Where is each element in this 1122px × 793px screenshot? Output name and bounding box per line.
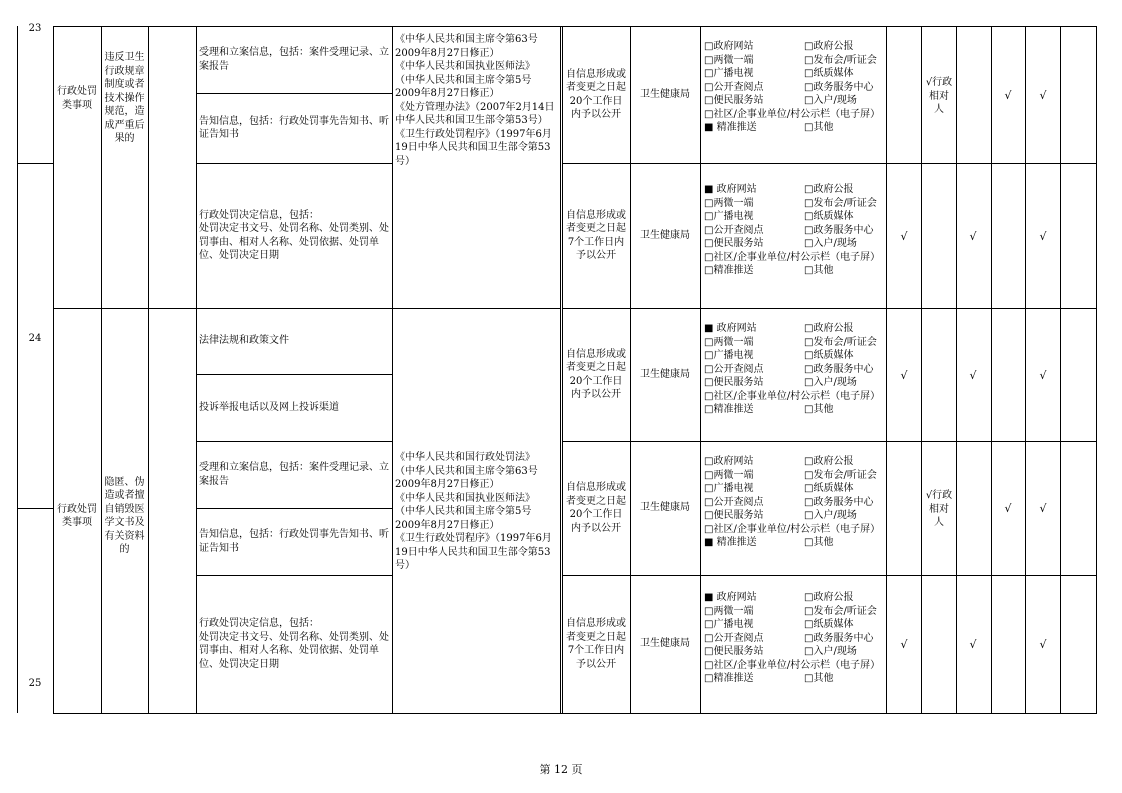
scope-party-cell: √行政相对人	[925, 77, 953, 115]
channel-option: □纸质媒体	[804, 483, 854, 494]
row-number: 25	[28, 678, 42, 689]
subject-cell: 卫生健康局	[640, 368, 690, 380]
row-border	[53, 308, 196, 309]
row-number: 24	[28, 333, 42, 344]
channel-option: □两微一端	[704, 336, 754, 348]
legal-basis-cell: 《中华人民共和国主席令第63号 2009年8月27日修正） 《中华人民共和国执业医师法》 （中华人民共和国主席令第5号 2009年8月27日修正） 《处方管理办法》（2007年2月14日中华人民共和国卫生部令第53号） 《卫生行政处罚程序》（1997年6月19日中华人民共和国卫生部令第53号）	[395, 34, 555, 167]
channel-option: □便民服务站	[704, 646, 764, 657]
col-border	[1025, 26, 1026, 713]
channel-option: □公开查阅点	[704, 81, 764, 93]
channel-option: □政务服务中心	[804, 496, 874, 508]
channel-option: □政府公报	[804, 41, 854, 52]
channel-option: □广播电视	[704, 350, 754, 361]
channel-option: □纸质媒体	[804, 68, 854, 79]
channel-option: □其他	[804, 673, 834, 684]
channel-option: □入户/现场	[804, 510, 857, 521]
channel-option: □社区/企事业单位/村公示栏（电子屏）	[704, 523, 881, 535]
channel-option: □纸质媒体	[804, 619, 854, 630]
col-border	[560, 26, 561, 713]
channel-option: □发布会/听证会	[804, 197, 877, 209]
channel-option: □社区/企事业单位/村公示栏（电子屏）	[704, 659, 881, 671]
channel-option: □两微一端	[704, 54, 754, 66]
channel-option: ■ 精准推送	[704, 122, 757, 133]
legal-basis-cell: 《中华人民共和国行政处罚法》 （中华人民共和国主席令第63号 2009年8月27日修正） 《中华人民共和国执业医师法》 （中华人民共和国主席令第5号 2009年8月27日修正） 《卫生行政处罚程序》（1997年6月19日中华人民共和国卫生部令第53号）	[395, 452, 552, 571]
content-cell: 法律法规和政策文件	[199, 335, 289, 347]
row-border	[17, 508, 53, 509]
content-cell: 投诉举报电话以及网上投诉渠道	[199, 401, 339, 413]
channels-block	[704, 183, 884, 278]
row-number: 23	[28, 23, 42, 34]
col-border	[700, 26, 701, 713]
channel-option: □入户/现场	[804, 646, 857, 657]
col-border	[991, 26, 992, 713]
category-cell: 行政处罚类事项	[57, 503, 97, 528]
channel-option: □入户/现场	[804, 238, 857, 249]
time-limit-cell: 自信息形成或者变更之日起7个工作日内予以公开	[566, 618, 626, 670]
channel-option: □广播电视	[704, 619, 754, 630]
row-border	[392, 308, 560, 309]
channel-option: ■ 政府网站	[704, 184, 757, 195]
channel-option: □政府公报	[804, 456, 854, 467]
channel-option: □便民服务站	[704, 377, 764, 388]
channel-option: □精准推送	[704, 265, 754, 276]
content-cell: 受理和立案信息，包括：案件受理记录、立案报告	[199, 47, 389, 72]
channels-block	[704, 40, 884, 135]
channel-option: □其他	[804, 537, 834, 548]
content-cell: 行政处罚决定信息，包括： 处罚决定书文号、处罚名称、处罚类别、处罚事由、相对人名称、处罚依据、处罚单位、处罚决定日期	[199, 618, 389, 670]
check-mark: √	[1039, 502, 1047, 515]
channel-option: □发布会/听证会	[804, 54, 877, 66]
channel-option: □其他	[804, 122, 834, 133]
subject-cell: 卫生健康局	[640, 502, 690, 514]
channel-option: □社区/企事业单位/村公示栏（电子屏）	[704, 251, 881, 263]
check-mark: √	[969, 230, 977, 243]
content-cell: 告知信息，包括：行政处罚事先告知书、听证告知书	[199, 529, 389, 554]
time-limit-cell: 自信息形成或者变更之日起20个工作日内予以公开	[566, 68, 626, 120]
subject-cell: 卫生健康局	[640, 229, 690, 241]
channel-option: ■ 精准推送	[704, 537, 757, 548]
channel-option: □广播电视	[704, 483, 754, 494]
channel-option: □社区/企事业单位/村公示栏（电子屏）	[704, 390, 881, 402]
table-left-border	[17, 26, 18, 713]
channel-option: □其他	[804, 265, 834, 276]
channel-option: □政府公报	[804, 323, 854, 334]
channel-option: □政务服务中心	[804, 632, 874, 644]
channel-option: □便民服务站	[704, 95, 764, 106]
row-border	[17, 163, 53, 164]
channel-option: □广播电视	[704, 68, 754, 79]
table-bottom-border	[53, 713, 1097, 714]
col-border	[1060, 26, 1061, 713]
time-limit-cell: 自信息形成或者变更之日起20个工作日内予以公开	[566, 482, 626, 534]
content-cell: 行政处罚决定信息，包括： 处罚决定书文号、处罚名称、处罚类别、处罚事由、相对人名称、处罚依据、处罚单位、处罚决定日期	[199, 209, 389, 261]
channel-option: □精准推送	[704, 404, 754, 415]
check-mark: √	[900, 230, 908, 243]
scope-party-cell: √行政相对人	[925, 490, 953, 528]
channel-option: □发布会/听证会	[804, 336, 877, 348]
content-cell: 受理和立案信息，包括：案件受理记录、立案报告	[199, 462, 389, 487]
time-limit-cell: 自信息形成或者变更之日起7个工作日内予以公开	[566, 209, 626, 261]
category-cell: 行政处罚类事项	[57, 86, 97, 111]
check-mark: √	[1039, 638, 1047, 651]
channel-option: □政府公报	[804, 184, 854, 195]
item-cell: 违反卫生行政规章制度或者技术操作规范，造成严重后果的	[104, 52, 145, 145]
channel-option: □政府公报	[804, 592, 854, 603]
subject-cell: 卫生健康局	[640, 88, 690, 100]
check-mark: √	[969, 369, 977, 382]
content-cell: 告知信息，包括：行政处罚事先告知书、听证告知书	[199, 115, 389, 140]
channels-block	[704, 455, 884, 550]
check-mark: √	[1004, 502, 1012, 515]
channel-option: □两微一端	[704, 605, 754, 617]
col-border	[886, 26, 887, 713]
col-border	[392, 26, 393, 713]
check-mark: √	[900, 638, 908, 651]
page-number: 第 12 页	[539, 763, 583, 776]
check-mark: √	[1004, 89, 1012, 102]
subject-cell: 卫生健康局	[640, 638, 690, 650]
channel-option: □政务服务中心	[804, 363, 874, 375]
channel-option: □便民服务站	[704, 510, 764, 521]
check-mark: √	[900, 369, 908, 382]
channels-block	[704, 322, 884, 417]
channel-option: □纸质媒体	[804, 211, 854, 222]
channel-option: ■ 政府网站	[704, 592, 757, 603]
col-border	[921, 26, 922, 713]
time-limit-cell: 自信息形成或者变更之日起20个工作日内予以公开	[566, 348, 626, 400]
check-mark: √	[1039, 230, 1047, 243]
channel-option: □政务服务中心	[804, 224, 874, 236]
channel-option: □其他	[804, 404, 834, 415]
channel-option: □两微一端	[704, 197, 754, 209]
channel-option: □公开查阅点	[704, 632, 764, 644]
channel-option: □公开查阅点	[704, 224, 764, 236]
check-mark: √	[969, 638, 977, 651]
channel-option: □政务服务中心	[804, 81, 874, 93]
channel-option: □社区/企事业单位/村公示栏（电子屏）	[704, 108, 881, 120]
channel-option: □精准推送	[704, 673, 754, 684]
channel-option: □发布会/听证会	[804, 605, 877, 617]
channel-option: □政府网站	[704, 41, 754, 52]
channel-option: □纸质媒体	[804, 350, 854, 361]
col-border	[956, 26, 957, 713]
item-cell: 隐匿、伪造或者擅自销毁医学文书及有关资料的	[104, 476, 145, 555]
channel-option: □广播电视	[704, 211, 754, 222]
col-border	[148, 26, 149, 713]
check-mark: √	[1039, 89, 1047, 102]
channel-option: □入户/现场	[804, 377, 857, 388]
check-mark: √	[1039, 369, 1047, 382]
channel-option: □发布会/听证会	[804, 469, 877, 481]
channel-option: □两微一端	[704, 469, 754, 481]
channel-option: □入户/现场	[804, 95, 857, 106]
channels-block	[704, 591, 884, 686]
channel-option: ■ 政府网站	[704, 323, 757, 334]
channel-option: □公开查阅点	[704, 496, 764, 508]
table-right-border	[1096, 26, 1097, 713]
channel-option: □便民服务站	[704, 238, 764, 249]
channel-option: □政府网站	[704, 456, 754, 467]
channel-option: □公开查阅点	[704, 363, 764, 375]
